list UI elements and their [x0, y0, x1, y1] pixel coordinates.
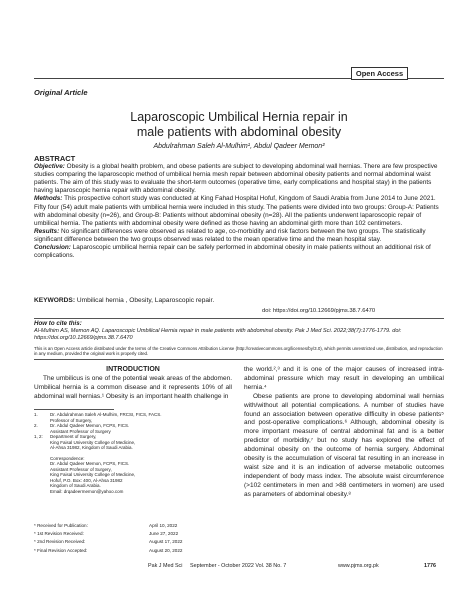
date-label: 1st Revision Received:: [37, 531, 84, 537]
date-row: * Received for Publication: April 10, 2022: [34, 522, 232, 530]
methods-text: This prospective cohort study was conducted at King Fahad Hospital Hofuf, Kingdom of Saudi Arabia from June 2014 to June 2021. Fifty four (54) adult male patients with umbilical hernia were included in this study. The patients were divided into two groups: Group-A: Patients with abdominal obesity (n=26), and Group-B: Patients without abdominal obesity (n=28). All the patients underwent laparoscopic repair of umbilical hernia. The patients with abdominal obesity were defined as those having an abdominal girth more than 102 centimeters.: [34, 195, 439, 227]
date-label: Received for Publication:: [37, 523, 88, 528]
issue-info: September - October 2022 Vol. 38 No. 7: [190, 563, 287, 569]
objective-label: Objective:: [34, 163, 65, 171]
footnote-text: Professor of Surgery,: [50, 417, 93, 423]
footnote-text: Department of Surgery,: [50, 434, 97, 439]
journal-name: Pak J Med Sci: [148, 563, 183, 569]
methods-label: Methods:: [34, 195, 63, 203]
author-affiliations: [34, 412, 232, 494]
citation-block: [34, 321, 444, 342]
left-column: [34, 366, 232, 402]
keywords-text: Umbilical hernia , Obesity, Laparoscopic repair.: [75, 297, 215, 304]
conclusion-label: Conclusion:: [34, 244, 71, 252]
abstract-methods: [34, 195, 444, 227]
footnote-text: Al-Ahsa 31982, Kingdom of Saudi Arabia.: [50, 445, 133, 450]
body-paragraph: the world.²,³ and it is one of the major causes of increased intra-abdominal pressure which may result in developing an umbilical hernia.⁴: [244, 366, 444, 391]
footnote-number: 2.: [34, 423, 38, 428]
authors: Abdulrahman Saleh Al-Mulhim¹, Abdul Qadeer Memon²: [153, 143, 325, 150]
date-row: * 1st Revision Received: June 27, 2022: [34, 530, 232, 538]
date-value: August 20, 2022: [149, 547, 183, 553]
intro-paragraph: The umbilicus is one of the potential weak areas of the abdomen. Umbilical hernia is a common disease and it represents 10% of all abdominal wall hernias.¹ Obesity is an important health challenge in: [34, 374, 232, 400]
objective-text: Obesity is a global health problem, and obese patients are subject to developing abdominal wall hernias. There are few prospective studies comparing the laparoscopic method of umbilical hernia mesh repair between abdominal obesity patients and normal abdominal waist patients. The aim of this study was to evaluate the short-term outcomes (operative time, early complications and hospital stay) in the patients having laparoscopic hernia repair with abdominal obesity.: [34, 163, 438, 195]
footnote-text: Dr. Abdul Qadeer Memon, FCPS, FICS.: [50, 461, 130, 466]
abstract-conclusion: [34, 244, 444, 260]
results-text: No significant differences were observed as related to age, co-morbidity and risk factors between the two groups. The statistically significant difference between the two groups observed was related to the mean operative time and the mean hospital stay.: [34, 227, 426, 243]
abstract-objective: [34, 163, 444, 195]
footnote-text: Correspondence:: [50, 455, 85, 461]
page-number: 1776: [424, 563, 436, 569]
citation-body: Al-Mulhim AS, Memon AQ. Laparoscopic Umbilical Hernia repair in male patients with abdominal obesity. Pak J Med Sci. 2022;38(7):1776-1779. doi: https://doi.org/10.12669/pjms.38.7.6470: [34, 327, 402, 341]
conclusion-text: Laparoscopic umbilical hernia repair can be safely performed in abdominal obesity in male patients without an additional risk of complications.: [34, 244, 431, 260]
results-label: Results:: [34, 227, 60, 235]
article-title: [34, 110, 444, 140]
date-label: Final Revision Accepted:: [37, 547, 88, 553]
footnote-text: Hofuf, P.O. Box: 400, Al-Ahsa 31982: [50, 477, 123, 483]
date-value: June 27, 2022: [149, 531, 179, 537]
footnote-text: Kingdom of Saudi Arabia.: [50, 483, 101, 488]
footnote-text: Dr. Abdulrahman Saleh Al-Mulhim, FRCSI, FICS, FACS.: [50, 412, 162, 417]
footnote-number: 1.: [34, 412, 38, 417]
footnote-text: Dr. Abdul Qadeer Memon, FCPS, FICS.: [50, 423, 130, 428]
date-value: April 10, 2022: [149, 523, 178, 528]
date-row: * Final Revision Accepted: August 20, 2022: [34, 547, 232, 555]
title-line: male patients with abdominal obesity: [136, 125, 342, 139]
keywords-label: KEYWORDS:: [34, 297, 76, 304]
citation-heading: How to cite this:: [34, 320, 82, 327]
abstract-results: [34, 228, 444, 244]
footnote-number: 1, 2:: [34, 434, 43, 439]
abstract: [34, 155, 444, 260]
footnote-text: Assistant Professor of Surgery: [50, 428, 111, 434]
open-access-badge: Open Access: [351, 67, 408, 80]
email-link[interactable]: Email: drqadeermemon@yahoo.com: [50, 488, 124, 494]
body-paragraph: Obese patients are prone to developing abdominal wall hernias with/without all potential complications. A number of studies have found an association between operative difficulty in obese patients⁵ and post-operative complications.⁶ Although, abdominal obesity is more important measure of central abdominal fat and is a better predictor of morbidity,⁷ but no study has explored the effect of abdominal obesity on the outcome of hernia surgery. Abdominal obesity is the accumulation of visceral fat resulting in an increase in waist size and it is an indication of adverse metabolic outcomes independent of body mass index. The absolute waist circumference (>102 centimeters in men and >88 centimeters in women) are used as parameters of abdominal obesity.⁸: [244, 392, 444, 498]
divider: [34, 318, 444, 319]
date-row: * 2nd Revision Received: August 17, 2022: [34, 538, 232, 546]
divider: [34, 359, 444, 360]
license-text: This is an Open Access article distributed under the terms of the Creative Commons Attribution License (http://creativecommons.org/licenses/by/3.0), which permits unrestricted use, distribution, and reproduction in any medium, provided the original work is properly cited.: [34, 346, 443, 357]
abstract-heading: ABSTRACT: [34, 154, 76, 163]
date-label: 2nd Revision Received:: [37, 539, 86, 545]
right-column: [244, 366, 444, 500]
correspondence-line: [34, 489, 232, 495]
footnote-text: Assistant Professor of Surgery,: [50, 466, 112, 472]
publication-dates: [34, 522, 232, 555]
introduction-heading: INTRODUCTION: [106, 366, 160, 373]
doi-link[interactable]: doi: https://doi.org/10.12669/pjms.38.7.6470: [262, 308, 376, 314]
footnote-rule: [34, 409, 114, 410]
journal-website[interactable]: www.pjms.org.pk: [338, 563, 379, 569]
footnote-text: King Faisal University College of Medicine,: [50, 439, 136, 445]
title-line: Laparoscopic Umbilical Hernia repair in: [130, 110, 348, 124]
article-type: Original Article: [34, 88, 88, 97]
citation-text: [34, 328, 444, 342]
keywords: [34, 297, 214, 304]
footnote-text: King Faisal University College of Medicine,: [50, 472, 136, 477]
date-value: August 17, 2022: [149, 539, 183, 545]
